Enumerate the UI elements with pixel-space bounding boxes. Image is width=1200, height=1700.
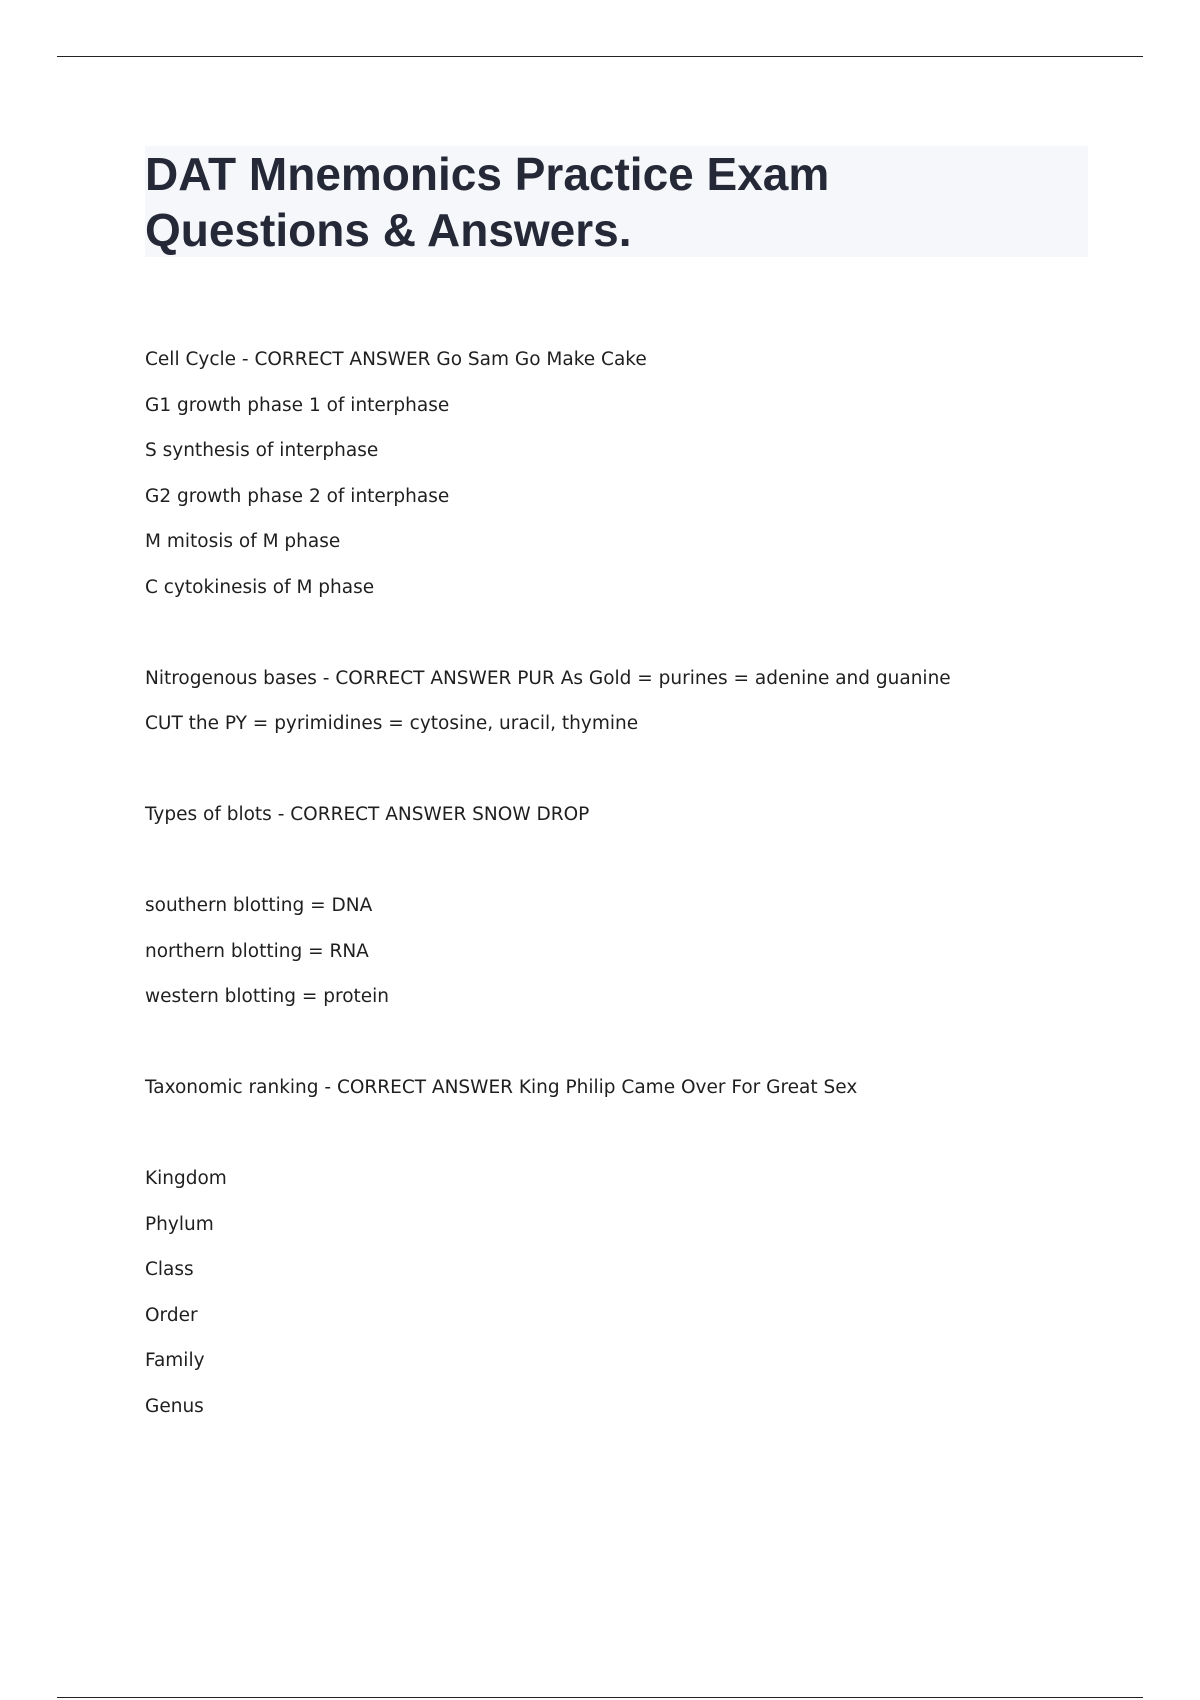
answer-line: M mitosis of M phase — [145, 531, 341, 552]
answer-line: Family — [145, 1350, 205, 1371]
qa-question-types-of-blots: Types of blots - CORRECT ANSWER SNOW DROP — [145, 804, 590, 825]
qa-question-taxonomic-ranking: Taxonomic ranking - CORRECT ANSWER King Philip Came Over For Great Sex — [145, 1077, 858, 1098]
answer-line: western blotting = protein — [145, 986, 390, 1007]
footer-rule — [57, 1697, 1143, 1698]
answer-line: southern blotting = DNA — [145, 895, 373, 916]
answer-line: Class — [145, 1259, 194, 1280]
answer-line: CUT the PY = pyrimidines = cytosine, uracil, thymine — [145, 713, 639, 734]
header-rule — [57, 56, 1143, 57]
answer-line: Genus — [145, 1396, 204, 1417]
answer-line: Order — [145, 1305, 198, 1326]
answer-line: G1 growth phase 1 of interphase — [145, 395, 450, 416]
answer-line: Kingdom — [145, 1168, 227, 1189]
answer-line: S synthesis of interphase — [145, 440, 379, 461]
qa-question-cell-cycle: Cell Cycle - CORRECT ANSWER Go Sam Go Make Cake — [145, 349, 647, 370]
qa-question-nitrogenous-bases: Nitrogenous bases - CORRECT ANSWER PUR As Gold = purines = adenine and guanine — [145, 668, 951, 689]
answer-line: Phylum — [145, 1214, 214, 1235]
answer-line: G2 growth phase 2 of interphase — [145, 486, 450, 507]
answer-line: northern blotting = RNA — [145, 941, 369, 962]
document-title: DAT Mnemonics Practice Exam Questions & Answers. — [145, 148, 830, 256]
answer-line: C cytokinesis of M phase — [145, 577, 375, 598]
